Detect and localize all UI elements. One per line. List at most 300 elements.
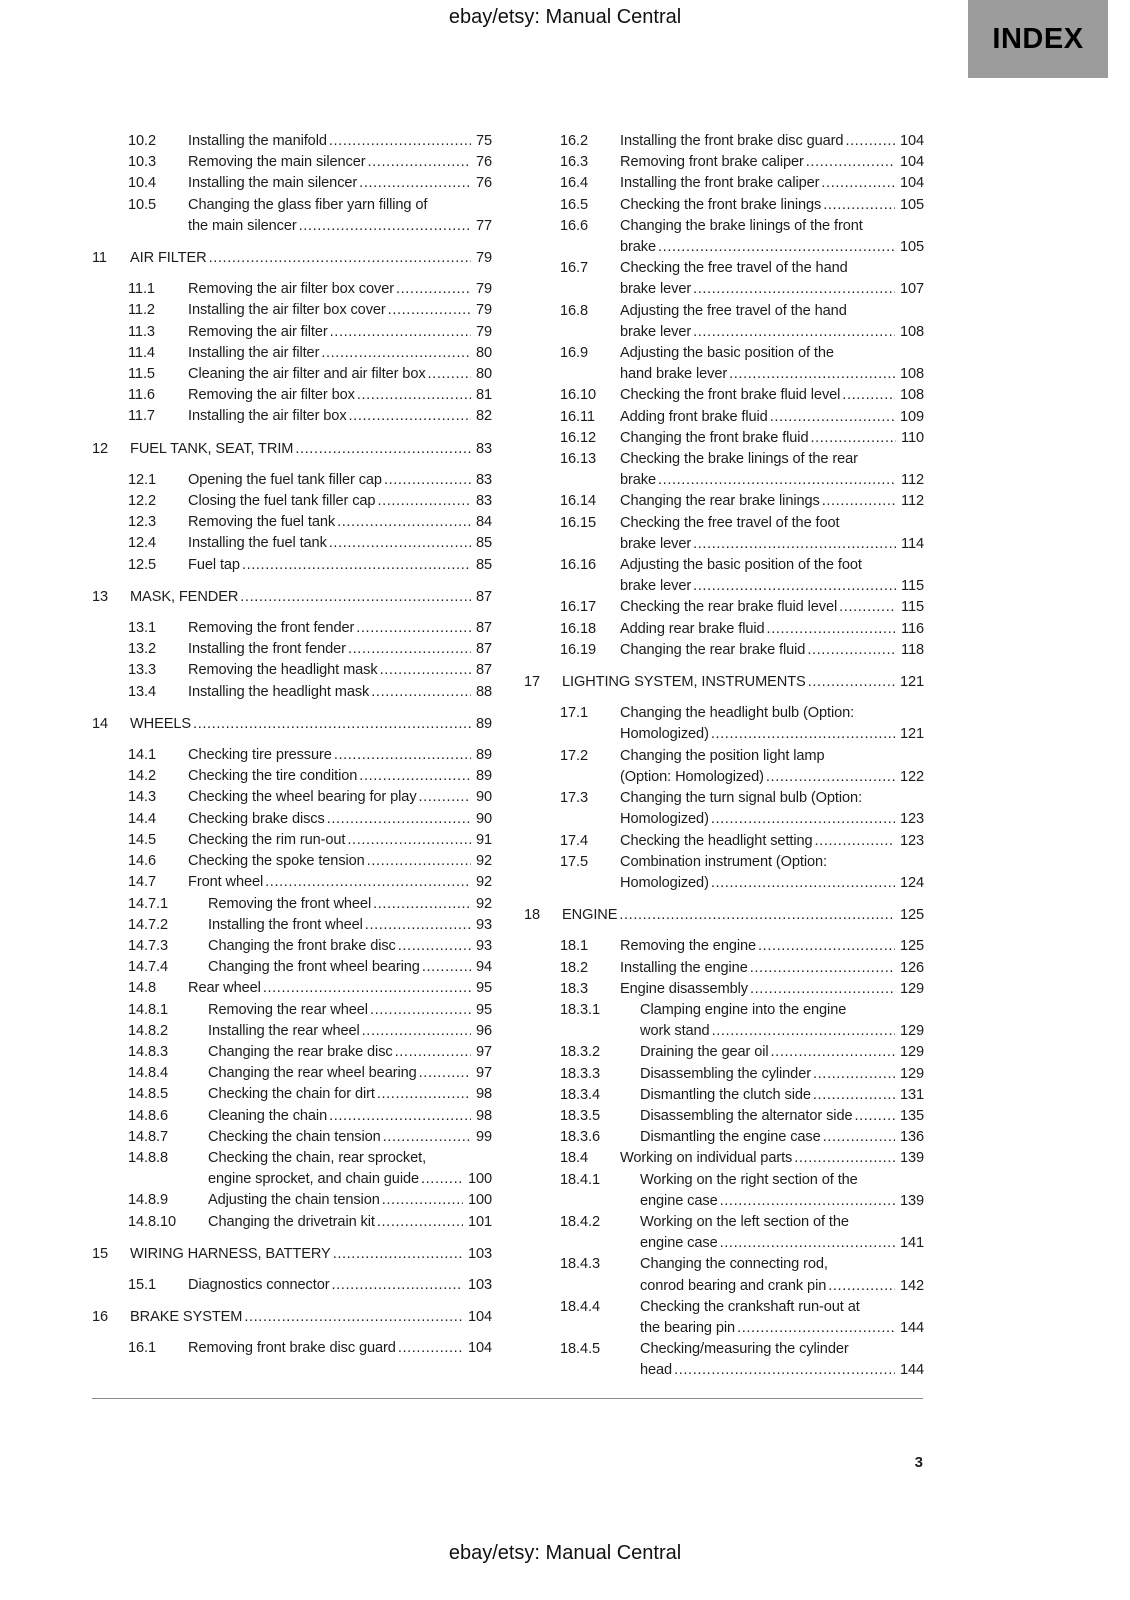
toc-entry-body	[620, 173, 924, 194]
toc-entry-body	[208, 1000, 492, 1021]
toc-entry-title-line: Checking the crankshaft run-out at	[640, 1298, 860, 1315]
dot-leader	[419, 1063, 471, 1084]
toc-entry-body	[620, 258, 924, 300]
dot-leader	[693, 322, 895, 343]
toc-entry-row	[524, 1127, 924, 1148]
dot-leader	[828, 1276, 895, 1297]
toc-entry-last-line	[620, 322, 924, 343]
toc-entry-last-line	[208, 1084, 492, 1105]
toc-entry-body	[208, 894, 492, 915]
toc-entry-row	[524, 301, 924, 343]
toc-entry-title: Installing the front wheel	[208, 916, 363, 933]
toc-entry-number: 14.7.2	[128, 916, 168, 933]
toc-entry-row	[92, 936, 492, 957]
toc-entry-last-line	[620, 407, 924, 428]
dot-leader	[720, 1233, 895, 1254]
dot-leader	[711, 873, 895, 894]
toc-entry-title: Installing the front brake disc guard	[620, 133, 844, 149]
toc-entry-title: Checking the spoke tension	[188, 853, 365, 870]
toc-entry-title: Working on individual parts	[620, 1150, 793, 1167]
toc-entry-title: FUEL TANK, SEAT, TRIM	[130, 440, 294, 457]
toc-entry-title: Removing the air filter	[188, 323, 328, 340]
toc-entry-title: Checking the front brake fluid level	[620, 387, 841, 404]
toc-entry-number: 18.3.4	[560, 1086, 600, 1103]
dot-leader	[377, 491, 471, 512]
toc-page-number: 79	[475, 250, 492, 267]
toc-entry-row	[524, 152, 924, 173]
toc-page-number: 85	[475, 556, 492, 573]
toc-entry-body	[188, 745, 492, 766]
toc-entry-body	[130, 1244, 492, 1265]
toc-page-number: 76	[475, 154, 492, 171]
table-of-contents	[92, 131, 924, 1382]
toc-entry-number: 10.4	[128, 175, 157, 192]
toc-entry-row	[92, 851, 492, 872]
toc-entry-body	[620, 936, 924, 957]
toc-entry-number: 14.7.1	[128, 895, 168, 912]
toc-entry-number: 12.3	[128, 514, 157, 531]
dot-leader	[371, 682, 471, 703]
toc-entry-title: Homologized)	[620, 874, 709, 891]
toc-entry-title: brake	[620, 472, 657, 489]
toc-entry-body	[620, 428, 924, 449]
dot-leader	[362, 1021, 471, 1042]
dot-leader	[821, 173, 895, 194]
index-tab	[968, 0, 1108, 78]
toc-entry-title-line: Changing the headlight bulb (Option:	[620, 705, 855, 722]
toc-entry-last-line	[620, 619, 924, 640]
toc-entry-body	[620, 597, 924, 618]
toc-chapter-row	[524, 672, 924, 693]
toc-chapter-row	[92, 1307, 492, 1328]
toc-page-number: 125	[899, 907, 924, 924]
dot-leader	[244, 1307, 463, 1328]
toc-entry-last-line	[188, 872, 492, 893]
toc-entry-row	[524, 555, 924, 597]
toc-page-number: 79	[475, 281, 492, 298]
toc-entry-last-line	[208, 957, 492, 978]
dot-leader	[356, 618, 471, 639]
toc-entry-title: brake lever	[620, 281, 692, 298]
toc-entry-title: Changing the front brake fluid	[620, 429, 809, 446]
toc-entry-number: 18.3.2	[560, 1044, 600, 1061]
toc-entry-row	[92, 491, 492, 512]
toc-page-number: 79	[475, 302, 492, 319]
toc-entry-number: 18.3.3	[560, 1065, 600, 1082]
toc-entry-last-line	[208, 1000, 492, 1021]
toc-entry-last-line	[188, 364, 492, 385]
toc-page-number: 112	[901, 493, 924, 510]
toc-entry-title: Removing the headlight mask	[188, 662, 378, 679]
toc-entry-number: 14.7	[128, 874, 157, 891]
toc-entry-row	[92, 1338, 492, 1359]
toc-entry-row	[524, 746, 924, 788]
toc-page-number: 88	[475, 683, 492, 700]
toc-entry-last-line	[640, 1106, 924, 1127]
toc-page-number: 98	[475, 1107, 492, 1124]
toc-entry-number: 18.4.1	[560, 1171, 600, 1188]
toc-entry-title: Closing the fuel tank filler cap	[188, 493, 376, 510]
toc-entry-number: 11.5	[128, 366, 155, 383]
dot-leader	[711, 724, 895, 745]
dot-leader	[377, 1212, 463, 1233]
toc-entry-last-line	[208, 1063, 492, 1084]
toc-entry-last-line	[208, 1021, 492, 1042]
toc-entry-title: Dismantling the clutch side	[640, 1086, 811, 1103]
toc-entry-row	[524, 1106, 924, 1127]
dot-leader	[321, 343, 471, 364]
toc-entry-last-line	[620, 958, 924, 979]
toc-entry-title: Removing the rear wheel	[208, 1001, 368, 1018]
toc-entry-body	[188, 195, 492, 237]
toc-entry-last-line	[640, 1276, 924, 1297]
toc-page-number: 115	[901, 599, 924, 616]
toc-entry-body	[188, 682, 492, 703]
toc-entry-last-line	[620, 1148, 924, 1169]
toc-entry-row	[92, 512, 492, 533]
toc-entry-title: hand brake lever	[620, 366, 728, 383]
toc-entry-title: ENGINE	[562, 907, 618, 924]
toc-entry-body	[620, 619, 924, 640]
toc-entry-row	[92, 957, 492, 978]
toc-chapter-row	[92, 439, 492, 460]
toc-entry-last-line	[188, 406, 492, 427]
toc-entry-row	[524, 831, 924, 852]
toc-page-number: 139	[899, 1192, 924, 1209]
dot-leader	[839, 597, 896, 618]
toc-page-number: 94	[475, 959, 492, 976]
toc-entry-title: Adding rear brake fluid	[620, 620, 765, 637]
toc-entry-body	[208, 915, 492, 936]
toc-entry-number: 16.17	[560, 599, 597, 616]
toc-entry-body	[640, 1085, 924, 1106]
toc-entry-number: 16.9	[560, 345, 589, 362]
dot-leader	[367, 851, 471, 872]
toc-entry-last-line	[620, 195, 924, 216]
toc-page-number: 114	[901, 535, 924, 552]
toc-entry-last-line	[620, 491, 924, 512]
toc-entry-row	[92, 1190, 492, 1211]
toc-entry-row	[92, 1212, 492, 1233]
toc-entry-title: Installing the main silencer	[188, 175, 358, 192]
toc-entry-last-line	[188, 131, 492, 152]
toc-entry-last-line	[620, 279, 924, 300]
toc-entry-row	[92, 1106, 492, 1127]
dot-leader	[329, 1106, 471, 1127]
toc-entry-body	[208, 1148, 492, 1190]
toc-entry-row	[92, 300, 492, 321]
toc-entry-number: 16.11	[560, 408, 595, 425]
toc-entry-title-line: Adjusting the free travel of the hand	[620, 302, 847, 319]
toc-page-number: 104	[467, 1309, 492, 1326]
toc-entry-last-line	[620, 131, 924, 152]
toc-entry-body	[188, 1275, 492, 1296]
toc-page-number: 97	[475, 1043, 492, 1060]
toc-entry-body	[208, 1021, 492, 1042]
toc-entry-title: Installing the headlight mask	[188, 683, 370, 700]
toc-entry-title: engine case	[640, 1235, 718, 1252]
toc-entry-last-line	[188, 343, 492, 364]
toc-entry-title: brake lever	[620, 323, 692, 340]
toc-entry-number: 14.8.6	[128, 1107, 168, 1124]
toc-entry-title: Removing the front wheel	[208, 895, 372, 912]
toc-entry-last-line	[188, 851, 492, 872]
toc-entry-number: 13.1	[128, 620, 157, 637]
dot-leader	[193, 714, 471, 735]
toc-entry-title: Opening the fuel tank filler cap	[188, 471, 382, 488]
toc-entry-title-line: Checking the brake linings of the rear	[620, 451, 858, 468]
toc-page-number: 144	[899, 1319, 924, 1336]
index-tab-label: INDEX	[992, 22, 1084, 55]
toc-entry-number: 16.10	[560, 387, 597, 404]
toc-entry-title-line: Changing the connecting rod,	[640, 1256, 828, 1273]
toc-entry-last-line	[640, 1042, 924, 1063]
toc-entry-title: Removing front brake caliper	[620, 154, 804, 171]
toc-entry-title: Draining the gear oil	[640, 1044, 769, 1061]
toc-entry-row	[524, 640, 924, 661]
toc-entry-body	[640, 1339, 924, 1381]
dot-leader	[428, 364, 471, 385]
toc-entry-last-line	[620, 364, 924, 385]
toc-entry-title-line: Changing the position light lamp	[620, 747, 825, 764]
dot-leader	[388, 300, 471, 321]
toc-entry-number: 18.3.6	[560, 1129, 600, 1146]
toc-entry-last-line	[640, 1233, 924, 1254]
toc-entry-title: head	[640, 1362, 673, 1379]
toc-entry-title-line: Clamping engine into the engine	[640, 1001, 847, 1018]
toc-entry-row	[524, 491, 924, 512]
toc-entry-number: 18.2	[560, 959, 589, 976]
toc-entry-row	[92, 766, 492, 787]
footer-rule	[92, 1398, 923, 1399]
toc-entry-row	[524, 513, 924, 555]
toc-column-left	[92, 131, 492, 1382]
toc-page-number: 139	[899, 1150, 924, 1167]
toc-page-number: 81	[475, 387, 492, 404]
toc-entry-title: engine case	[640, 1192, 718, 1209]
toc-entry-number: 18.1	[560, 938, 589, 955]
toc-entry-title: Removing the fuel tank	[188, 514, 336, 531]
dot-leader	[766, 767, 895, 788]
toc-entry-number: 15	[92, 1245, 109, 1262]
toc-entry-body	[620, 407, 924, 428]
toc-entry-last-line	[188, 830, 492, 851]
dot-leader	[737, 1318, 895, 1339]
toc-entry-body	[640, 1297, 924, 1339]
toc-entry-number: 16.8	[560, 302, 589, 319]
toc-entry-title: the bearing pin	[640, 1319, 736, 1336]
toc-page-number: 116	[901, 620, 924, 637]
toc-entry-body	[188, 809, 492, 830]
toc-entry-title: Homologized)	[620, 726, 709, 743]
dot-leader	[347, 830, 471, 851]
toc-entry-row	[92, 1148, 492, 1190]
toc-entry-title: Disassembling the alternator side	[640, 1107, 853, 1124]
toc-entry-row	[92, 1021, 492, 1042]
toc-entry-title: Changing the rear brake fluid	[620, 641, 806, 658]
toc-entry-body	[620, 131, 924, 152]
toc-entry-body	[188, 131, 492, 152]
toc-entry-number: 16.16	[560, 557, 597, 574]
page-number: 3	[914, 1454, 923, 1471]
toc-page-number: 83	[475, 471, 492, 488]
toc-entry-title: Changing the rear brake linings	[620, 493, 820, 510]
toc-entry-body	[208, 1063, 492, 1084]
dot-leader	[794, 1148, 895, 1169]
toc-entry-last-line	[188, 173, 492, 194]
toc-entry-last-line	[620, 237, 924, 258]
toc-entry-title: BRAKE SYSTEM	[130, 1309, 243, 1326]
toc-entry-body	[640, 1254, 924, 1296]
dot-leader	[383, 1127, 471, 1148]
toc-page-number: 99	[475, 1128, 492, 1145]
toc-entry-number: 13.3	[128, 662, 157, 679]
dot-leader	[337, 512, 471, 533]
toc-entry-last-line	[188, 533, 492, 554]
toc-entry-number: 18.3.5	[560, 1107, 600, 1124]
toc-entry-row	[92, 745, 492, 766]
toc-entry-last-line	[130, 714, 492, 735]
toc-entry-body	[640, 1064, 924, 1085]
dot-leader	[327, 809, 471, 830]
toc-page-number: 92	[475, 895, 492, 912]
toc-entry-last-line	[130, 248, 492, 269]
toc-page-number: 125	[899, 938, 924, 955]
toc-entry-body	[188, 343, 492, 364]
toc-entry-last-line	[640, 1085, 924, 1106]
toc-page-number: 108	[899, 366, 924, 383]
toc-entry-number: 16	[92, 1309, 109, 1326]
toc-entry-title: Checking the rear brake fluid level	[620, 599, 838, 616]
toc-entry-body	[640, 1170, 924, 1212]
toc-entry-title: Disassembling the cylinder	[640, 1065, 811, 1082]
toc-entry-title-line: Adjusting the basic position of the foot	[620, 557, 862, 574]
toc-page-number: 90	[475, 810, 492, 827]
toc-entry-title: Installing the rear wheel	[208, 1022, 360, 1039]
toc-entry-row	[524, 1339, 924, 1381]
toc-entry-body	[188, 618, 492, 639]
dot-leader	[209, 248, 471, 269]
toc-page-number: 87	[475, 588, 492, 605]
toc-entry-body	[620, 831, 924, 852]
toc-entry-title-line: Changing the brake linings of the front	[620, 217, 863, 234]
toc-page-number: 95	[475, 1001, 492, 1018]
toc-entry-number: 18.4.4	[560, 1298, 600, 1315]
toc-entry-number: 16.3	[560, 154, 589, 171]
toc-entry-number: 11.3	[128, 323, 155, 340]
toc-entry-body	[188, 406, 492, 427]
toc-page-number: 136	[899, 1129, 924, 1146]
toc-entry-number: 14.7.4	[128, 959, 168, 976]
toc-entry-title: Checking the tire condition	[188, 768, 358, 785]
toc-entry-last-line	[640, 1064, 924, 1085]
toc-entry-title-line: Checking the chain, rear sprocket,	[208, 1149, 427, 1166]
toc-entry-last-line	[620, 873, 924, 894]
toc-entry-title: Checking the headlight setting	[620, 832, 813, 849]
toc-entry-number: 17	[524, 674, 541, 691]
dot-leader	[359, 766, 471, 787]
dot-leader	[813, 1085, 895, 1106]
toc-entry-number: 11.4	[128, 344, 155, 361]
toc-entry-body	[620, 152, 924, 173]
toc-entry-last-line	[208, 1169, 492, 1190]
toc-page-number: 87	[475, 620, 492, 637]
toc-entry-body	[640, 1106, 924, 1127]
dot-leader	[619, 905, 895, 926]
toc-entry-title: Changing the drivetrain kit	[208, 1213, 375, 1230]
toc-entry-title: WIRING HARNESS, BATTERY	[130, 1245, 331, 1262]
toc-entry-row	[92, 872, 492, 893]
toc-entry-row	[92, 279, 492, 300]
dot-leader	[295, 439, 471, 460]
dot-leader	[674, 1360, 895, 1381]
toc-entry-last-line	[188, 618, 492, 639]
toc-page-number: 82	[475, 408, 492, 425]
toc-entry-number: 11.6	[128, 387, 155, 404]
toc-entry-row	[524, 619, 924, 640]
toc-entry-last-line	[640, 1021, 924, 1042]
toc-entry-last-line	[640, 1127, 924, 1148]
toc-page-number: 83	[475, 493, 492, 510]
toc-entry-last-line	[188, 512, 492, 533]
toc-entry-number: 18	[524, 907, 541, 924]
toc-entry-title: Checking the chain for dirt	[208, 1086, 375, 1103]
toc-entry-body	[620, 640, 924, 661]
toc-entry-number: 18.3	[560, 980, 589, 997]
toc-entry-body	[188, 978, 492, 999]
toc-entry-title: Removing front brake disc guard	[188, 1340, 396, 1357]
toc-entry-row	[92, 1063, 492, 1084]
toc-page-number: 103	[467, 1245, 492, 1262]
toc-page-number: 129	[899, 1023, 924, 1040]
toc-page-number: 77	[475, 217, 492, 234]
toc-entry-title: brake	[620, 239, 657, 256]
toc-entry-last-line	[130, 439, 492, 460]
toc-entry-last-line	[188, 660, 492, 681]
toc-entry-last-line	[188, 300, 492, 321]
toc-entry-number: 17.4	[560, 832, 589, 849]
dot-leader	[299, 216, 471, 237]
toc-page-number: 131	[899, 1086, 924, 1103]
toc-page-number: 100	[467, 1192, 492, 1209]
toc-page-number: 93	[475, 937, 492, 954]
dot-leader	[384, 470, 471, 491]
toc-entry-title: Installing the air filter box	[188, 408, 347, 425]
toc-entry-number: 12.5	[128, 556, 157, 573]
toc-entry-body	[130, 439, 492, 460]
dot-leader	[758, 936, 895, 957]
toc-entry-row	[92, 618, 492, 639]
toc-entry-last-line	[620, 809, 924, 830]
toc-page-number: 124	[899, 874, 924, 891]
dot-leader	[693, 279, 895, 300]
toc-page-number: 76	[475, 175, 492, 192]
toc-entry-number: 16.1	[128, 1340, 157, 1357]
toc-entry-number: 14.3	[128, 789, 157, 806]
toc-page-number: 90	[475, 789, 492, 806]
toc-entry-body	[130, 587, 492, 608]
toc-page-number: 84	[475, 514, 492, 531]
toc-entry-title-line: Working on the right section of the	[640, 1171, 858, 1188]
toc-entry-title-line: Working on the left section of the	[640, 1213, 849, 1230]
dot-leader	[771, 1042, 895, 1063]
toc-entry-title: Installing the engine	[620, 959, 748, 976]
toc-entry-row	[92, 1084, 492, 1105]
toc-entry-body	[620, 555, 924, 597]
toc-entry-last-line	[188, 809, 492, 830]
dot-leader	[334, 745, 471, 766]
toc-entry-row	[92, 639, 492, 660]
